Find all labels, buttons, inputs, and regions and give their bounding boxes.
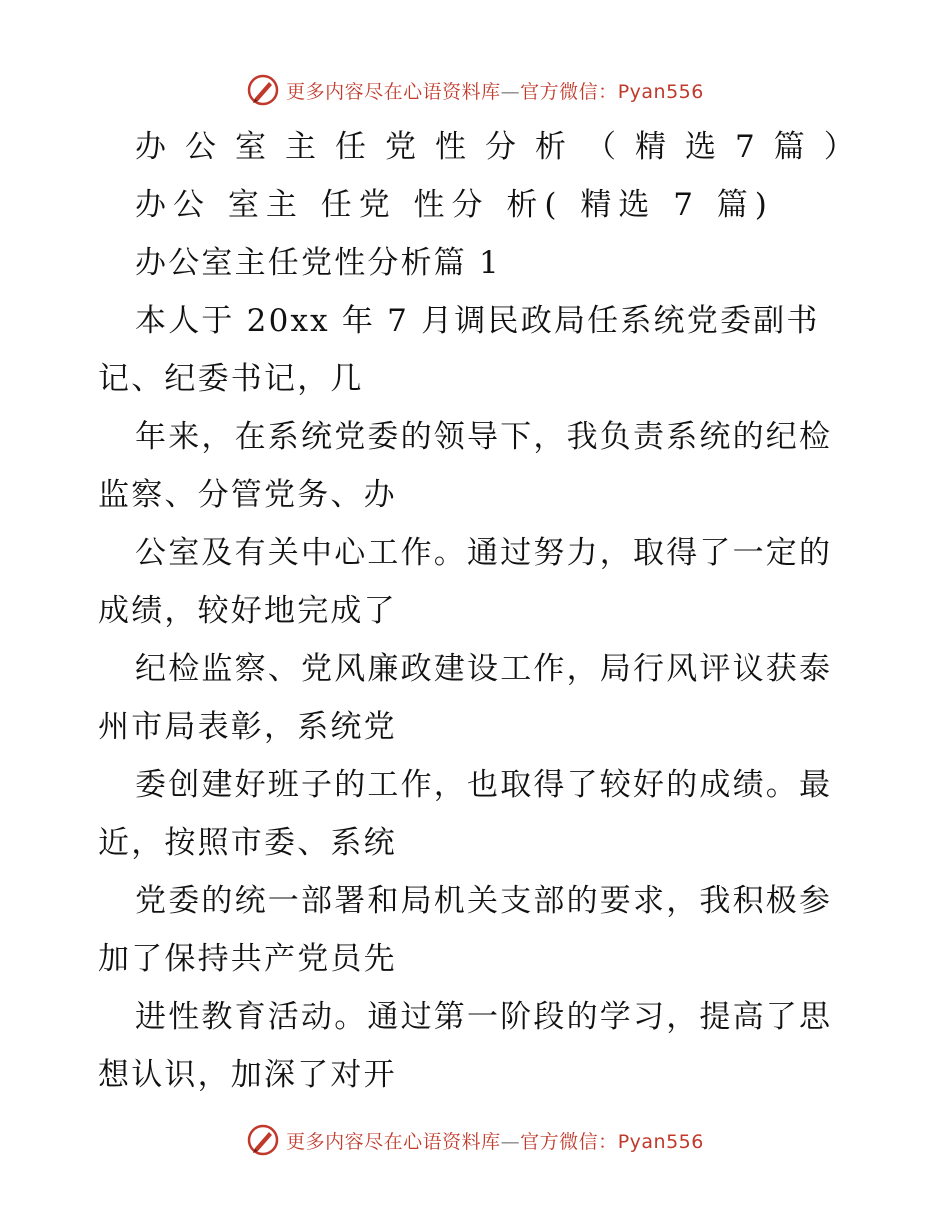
- paragraph-line: 近，按照市委、系统: [98, 825, 397, 861]
- pen-logo-icon: [246, 73, 280, 107]
- paragraph-line: 公室及有关中心工作。通过努力，取得了一定的: [135, 535, 833, 571]
- paragraph-line: 州市局表彰，系统党: [98, 709, 397, 745]
- watermark-text: 更多内容尽在心语资料库—官方微信：Pyan556: [286, 1130, 704, 1153]
- document-subtitle: 办公 室主 任党 性分 析( 精选 7 篇): [135, 187, 774, 223]
- paragraph-line: 监察、分管党务、办: [98, 477, 397, 513]
- paragraph-line: 年来，在系统党委的领导下，我负责系统的纪检: [135, 419, 833, 455]
- header-watermark: [0, 70, 950, 110]
- paragraph-line: 委创建好班子的工作，也取得了较好的成绩。最: [135, 767, 833, 803]
- watermark-text: 更多内容尽在心语资料库—官方微信：Pyan556: [286, 80, 704, 103]
- document-body: [98, 118, 874, 1104]
- paragraph-line: 成绩，较好地完成了: [98, 593, 397, 629]
- paragraph-line: 纪检监察、党风廉政建设工作，局行风评议获泰: [135, 651, 833, 687]
- section-heading: 办公室主任党性分析篇 1: [135, 245, 501, 281]
- paragraph-line: 加了保持共产党员先: [98, 941, 397, 977]
- paragraph-line: 本人于 20xx 年 7 月调民政局任系统党委副书: [135, 303, 820, 339]
- paragraph-line: 想认识，加深了对开: [98, 1057, 397, 1093]
- paragraph-line: 记、纪委书记，几: [98, 361, 364, 397]
- pen-logo-icon: [246, 1123, 280, 1157]
- paragraph-line: 党委的统一部署和局机关支部的要求，我积极参: [135, 883, 833, 919]
- document-title: 办公室主任党性分析（精选7篇）: [135, 129, 874, 165]
- paragraph-line: 进性教育活动。通过第一阶段的学习，提高了思: [135, 999, 833, 1035]
- footer-watermark: [0, 1120, 950, 1160]
